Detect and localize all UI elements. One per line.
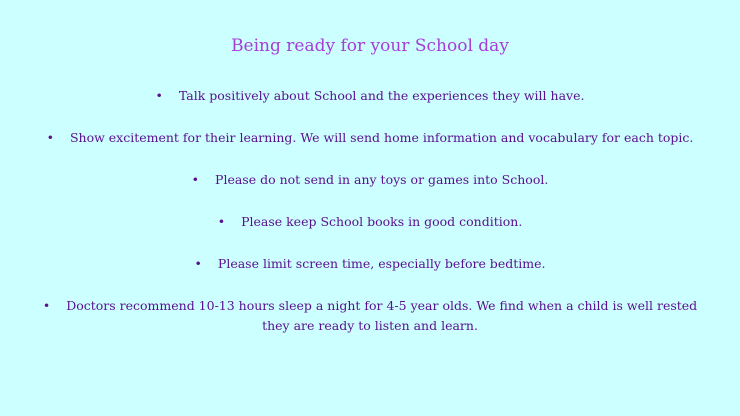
- bullet-list: [40, 84, 700, 358]
- bullet-dot-icon: •: [46, 130, 54, 145]
- bullet-dot-icon: •: [42, 298, 51, 313]
- slide-title: Being ready for your School day: [231, 36, 509, 56]
- bullet-dot-icon: •: [155, 88, 163, 103]
- bullet-text: Talk positively about School and the experiences they will have.: [178, 88, 585, 103]
- bullet-dot-icon: •: [217, 214, 226, 229]
- bullet-text: Please limit screen time, especially before bedtime.: [217, 256, 546, 271]
- bullet-item: [40, 296, 700, 336]
- bullet-item: [40, 254, 700, 274]
- bullet-dot-icon: •: [191, 172, 200, 187]
- bullet-text: Doctors recommend 10-13 hours sleep a night for 4-5 year olds. We find when a child is well rested they are ready to listen and learn.: [66, 298, 698, 333]
- bullet-text: Please do not send in any toys or games into School.: [215, 172, 549, 187]
- bullet-item: [40, 128, 700, 148]
- bullet-text: Show excitement for their learning. We will send home information and vocabulary for each topic.: [69, 130, 694, 145]
- bullet-dot-icon: •: [194, 256, 202, 271]
- bullet-item: [40, 170, 700, 190]
- bullet-item: [40, 86, 700, 106]
- bullet-item: [40, 212, 700, 232]
- bullet-text: Please keep School books in good condition.: [241, 214, 523, 229]
